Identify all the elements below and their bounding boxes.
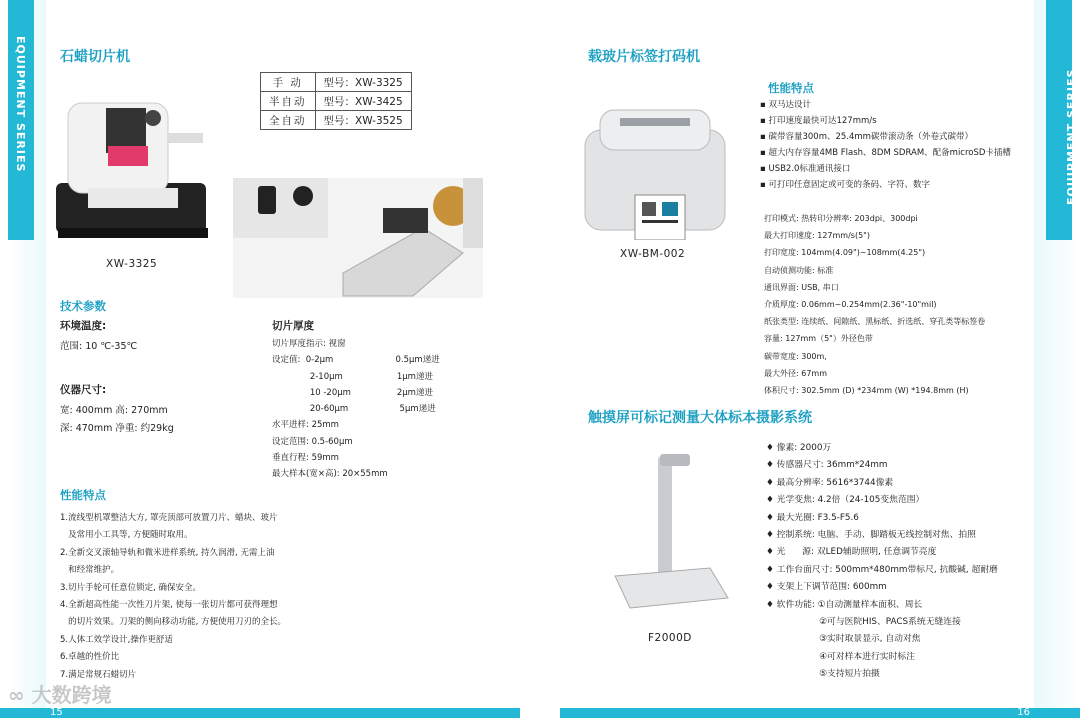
model-row: [261, 92, 412, 111]
camera-stand-photo: [610, 448, 730, 618]
model-mode: 手 动: [261, 73, 316, 92]
camera-spec: ♦ 控制系统: 电脑、手动、脚踏板无线控制对焦、拍照: [766, 530, 976, 541]
feature-text: USB2.0标准通讯接口: [768, 164, 851, 174]
feature-line: 1.流线型机罩整洁大方, 罩壳顶部可放置刀片、蜡块、玻片: [60, 513, 278, 523]
right-page: [540, 0, 1080, 718]
features-title-left: 性能特点: [60, 488, 106, 502]
feature-line: 3.切片手轮可任意位锁定, 确保安全。: [60, 582, 202, 593]
features-list-left: [60, 510, 286, 684]
printer-photo: [580, 100, 730, 240]
microtome-caption: XW-3325: [106, 258, 158, 270]
camera-spec: ②可与医院HIS、PACS系统无缝连接: [766, 617, 961, 628]
slice-line: 2-10μm 1μm递进: [272, 371, 433, 382]
model-mode: 半自动: [261, 92, 316, 111]
feature-line: 及常用小工具等, 方便随时取用。: [60, 530, 193, 541]
camera-spec: ♦ 最高分辨率: 5616*3744像素: [766, 477, 894, 488]
camera-spec: ♦ 像素: 2000万: [766, 443, 832, 453]
camera-caption: F2000D: [648, 632, 692, 644]
feature-text: 双马达设计: [768, 100, 811, 110]
tech-title: 技术参数: [60, 299, 106, 313]
model-table: [260, 72, 412, 130]
series-band-right: [1046, 0, 1078, 240]
feature-line: 7.满足常规石蜡切片: [60, 669, 137, 680]
camera-section-title: 触摸屏可标记测量大体标本摄影系统: [588, 410, 812, 426]
camera-spec: ♦ 传感器尺寸: 36mm*24mm: [766, 460, 888, 471]
feature-item: ▪ 碳带容量300m、25.4mm碳带滚动条（外卷式碳带）: [760, 132, 973, 142]
feature-text: 打印速度最快可达127mm/s: [768, 116, 877, 126]
spec-line: 最大打印速度: 127mm/s(5"): [764, 231, 870, 241]
feature-item: ▪ 超大内存容量4MB Flash、8DM SDRAM、配备microSD卡插槽: [760, 148, 1011, 158]
slice-line: 水平进样: 25mm: [272, 420, 339, 431]
bottom-bar-right: [560, 708, 1080, 718]
spec-line: 打印宽度: 104mm(4.09")~108mm(4.25"): [764, 248, 926, 258]
series-label-right: EQUIPMENT SERIES: [1065, 68, 1078, 205]
feature-item: ▪ 可打印任意固定或可变的条码、字符、数字: [760, 180, 930, 190]
microtome-title: 石蜡切片机: [60, 49, 130, 65]
model-number: 型号：XW-3425: [315, 92, 411, 111]
slice-line: 20-60μm 5μm递进: [272, 404, 436, 415]
model-mode: 全自动: [261, 111, 316, 130]
size-row: 深: 470mm 净重: 约29kg: [60, 423, 174, 434]
camera-specs: [766, 440, 998, 684]
spec-line: 自动侦测功能: 标准: [764, 265, 834, 275]
camera-spec: ♦ 软件功能: ①自动测量样本面积、周长: [766, 599, 923, 610]
camera-spec: ♦ 光 源: 双LED辅助照明, 任意调节亮度: [766, 547, 937, 558]
camera-spec: ♦ 工作台面尺寸: 500mm*480mm带标尺, 抗酸碱, 超耐磨: [766, 564, 998, 575]
size-label: 仪器尺寸:: [60, 384, 107, 396]
feature-text: 碳带容量300m、25.4mm碳带滚动条（外卷式碳带）: [768, 132, 973, 142]
feature-line: 和经常维护。: [60, 565, 120, 576]
slice-line: 设定范围: 0.5-60μm: [272, 436, 353, 447]
watermark: [8, 679, 112, 708]
printer-caption: XW-BM-002: [620, 248, 686, 260]
feature-text: 可打印任意固定或可变的条码、字符、数字: [768, 180, 930, 190]
slice-line: 垂直行程: 59mm: [272, 453, 339, 464]
feature-line: 6.卓越的性价比: [60, 652, 120, 663]
feature-line: 2.全新交叉滚轴导轨和微米进样系统, 持久润滑, 无需上油: [60, 547, 275, 558]
watermark-logo-icon: ∞: [8, 683, 25, 707]
feature-item: ▪ 双马达设计: [760, 100, 811, 110]
model-row: [261, 73, 412, 92]
series-band-left: [8, 0, 34, 240]
feature-item: ▪ USB2.0标准通讯接口: [760, 164, 851, 174]
spec-line: 容量: 127mm（5"）外径色带: [764, 334, 873, 344]
env-temp-value: 范围: 10 ℃-35℃: [60, 341, 138, 352]
camera-spec: ④可对样本进行实时标注: [766, 651, 915, 662]
series-label-left: EQUIPMENT SERIES: [14, 36, 27, 173]
model-number: 型号：XW-3325: [315, 73, 411, 92]
env-temp-label: 环境温度:: [60, 320, 107, 332]
page-number-left: 15: [50, 707, 63, 718]
model-number: 型号：XW-3525: [315, 111, 411, 130]
camera-spec: ♦ 光学变焦: 4.2倍（24-105变焦范围）: [766, 495, 925, 506]
microtome-photo: [48, 78, 218, 248]
feature-item: ▪ 打印速度最快可达127mm/s: [760, 116, 877, 126]
page-number-right: 16: [1017, 707, 1030, 718]
camera-spec: ③实时取景显示, 自动对焦: [766, 634, 921, 645]
microtome-detail-photo: [233, 178, 483, 298]
spec-line: 最大外径: 67mm: [764, 368, 828, 378]
model-row: [261, 111, 412, 130]
slice-line: 10 -20μm 2μm递进: [272, 387, 433, 398]
feature-text: 超大内存容量4MB Flash、8DM SDRAM、配备microSD卡插槽: [768, 148, 1011, 158]
feature-line: 5.人体工效学设计,操作更舒适: [60, 634, 173, 645]
spec-line: 纸张类型: 连续纸、间隙纸、黑标纸、折选纸、穿孔类等标签卷: [764, 317, 986, 327]
feature-line: 4.全新超高性能一次性刀片架, 使每一张切片都可获得理想: [60, 600, 278, 611]
slice-label: 切片厚度: [272, 320, 314, 332]
bottom-bar-left: [0, 708, 520, 718]
camera-spec: ♦ 最大光圈: F3.5-F5.6: [766, 512, 859, 523]
spec-line: 通讯界面: USB, 串口: [764, 282, 839, 292]
spec-line: 碳带宽度: 300m,: [764, 351, 827, 361]
printer-features-list: [760, 97, 1011, 193]
feature-line: 的切片效果。刀架的侧向移动功能, 方便使用刀刃的全长。: [60, 617, 287, 628]
size-row: 宽: 400mm 高: 270mm: [60, 405, 168, 416]
camera-spec: ♦ 支架上下调节范围: 600mm: [766, 582, 887, 593]
printer-features-title: 性能特点: [768, 81, 814, 95]
printer-specs: [764, 210, 985, 399]
spec-line: 体积尺寸: 302.5mm (D) *234mm (W) *194.8mm (H): [764, 386, 969, 396]
spec-line: 打印模式: 热转印分辨率: 203dpi、300dpi: [764, 214, 918, 223]
printer-section-title: 载玻片标签打码机: [588, 49, 700, 65]
slice-specs: [272, 336, 440, 483]
camera-spec: ⑤支持短片拍摄: [766, 669, 880, 680]
spec-line: 介质厚度: 0.06mm~0.254mm(2.36"-10"mil): [764, 300, 937, 310]
slice-line: 切片厚度指示: 视窗: [272, 339, 346, 349]
watermark-text: 大数跨境: [31, 683, 112, 707]
slice-line: 设定值: 0-2μm 0.5μm递进: [272, 355, 440, 366]
slice-line: 最大样本(宽×高): 20×55mm: [272, 469, 388, 480]
